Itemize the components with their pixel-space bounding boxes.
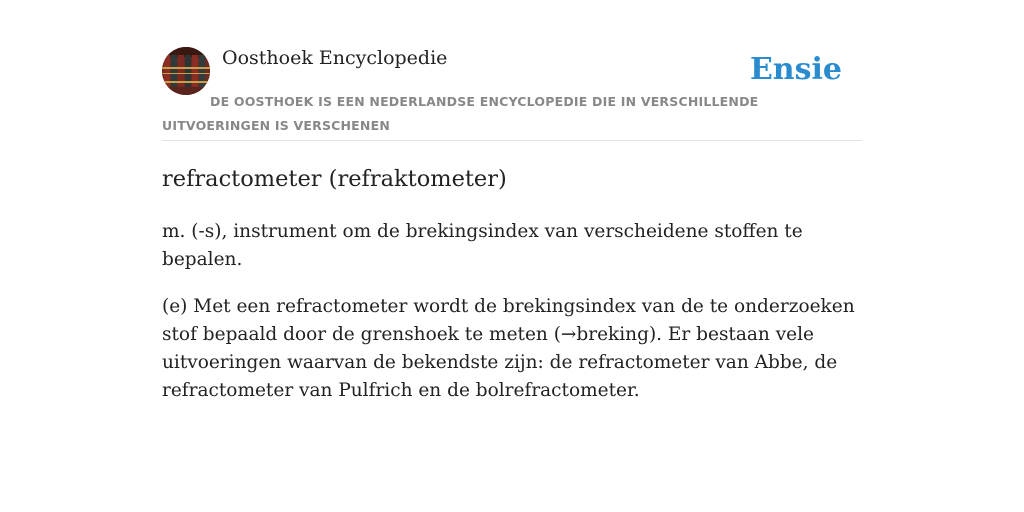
entry-definition: m. (-s), instrument om de brekingsindex van verscheidene stoffen te bepalen. — [162, 221, 803, 270]
brand-logo[interactable]: Ensie — [749, 52, 842, 87]
entry-content — [162, 160, 862, 424]
encyclopedia-books-icon[interactable] — [162, 47, 210, 95]
site-name[interactable]: Oosthoek Encyclopedie — [222, 47, 448, 69]
site-tagline: DE OOSTHOEK IS EEN NEDERLANDSE ENCYCLOPEDIE DIE IN VERSCHILLENDE UITVOERINGEN IS VERSCHENEN — [162, 94, 759, 133]
entry-title: refractometer (refraktometer) — [162, 166, 507, 192]
site-header — [162, 46, 862, 141]
entry-description: (e) Met een refractometer wordt de brekingsindex van de te onderzoeken stof bepaald door de grenshoek te meten (→breking). Er bestaan vele uitvoeringen waarvan de bekendste zijn: de refractometer van Abbe, de refractometer van Pulfrich en de bolrefractometer. — [162, 296, 855, 401]
